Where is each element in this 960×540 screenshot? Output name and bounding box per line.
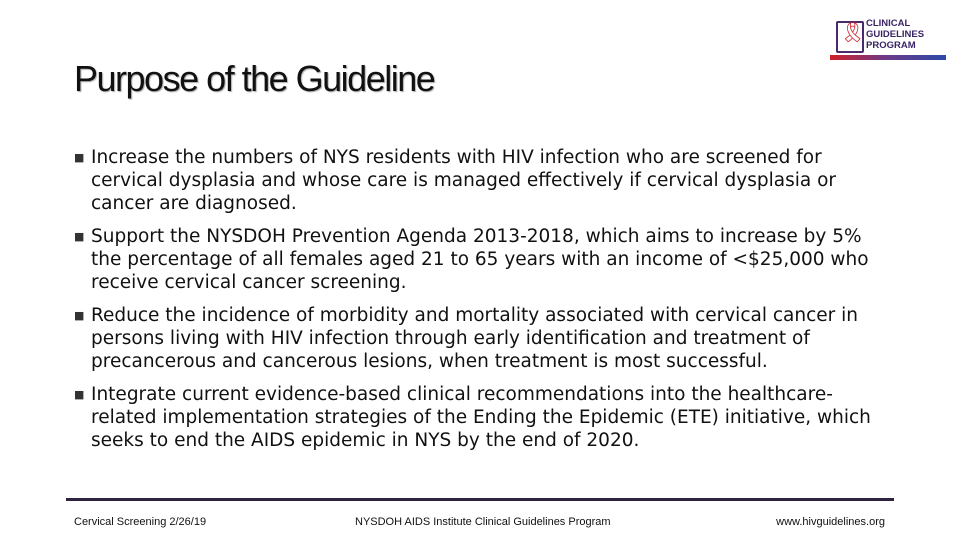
footer-divider <box>66 498 894 501</box>
footer-url[interactable]: www.hivguidelines.org <box>776 516 885 528</box>
bullet-list <box>74 146 894 462</box>
footer-program: NYSDOH AIDS Institute Clinical Guidelines Program <box>355 516 611 528</box>
logo-line: GUIDELINES <box>866 29 925 40</box>
logo-line: PROGRAM <box>866 40 916 51</box>
list-item <box>74 304 894 373</box>
square-bullet-icon: ■ <box>74 388 85 401</box>
logo-text <box>866 18 924 51</box>
clinical-guidelines-program-logo <box>830 18 946 64</box>
bullet-text: Integrate current evidence-based clinical recommendations into the healthcare-related implementation strategies of the Ending the Epidemic (ETE) initiative, which seeks to end the AIDS epidemic in NYS by the end of 2020. <box>91 384 871 451</box>
list-item <box>74 225 894 294</box>
square-bullet-icon: ■ <box>74 309 85 322</box>
logo-color-bar <box>830 55 946 60</box>
footer-date: Cervical Screening 2/26/19 <box>74 516 207 528</box>
bullet-text: Support the NYSDOH Prevention Agenda 2013-2018, which aims to increase by 5% the percentage of all females aged 21 to 65 years with an income of <$25,000 who receive cervical cancer screening. <box>91 226 869 293</box>
page-title: Purpose of the Guideline <box>74 58 435 99</box>
square-bullet-icon: ■ <box>74 151 85 164</box>
list-item <box>74 383 894 452</box>
bullet-text: Increase the numbers of NYS residents with HIV infection who are screened for cervical dysplasia and whose care is managed effectively if cervical dysplasia or cancer are diagnosed. <box>91 147 837 214</box>
logo-line: CLINICAL <box>866 18 911 29</box>
bullet-text: Reduce the incidence of morbidity and mortality associated with cervical cancer in persons living with HIV infection through early identification and treatment of precancerous and cancerous lesions, when treatment is most successful. <box>91 305 858 372</box>
list-item <box>74 146 894 215</box>
red-ribbon-icon: 🎗︎ <box>840 20 866 44</box>
square-bullet-icon: ■ <box>74 230 85 243</box>
